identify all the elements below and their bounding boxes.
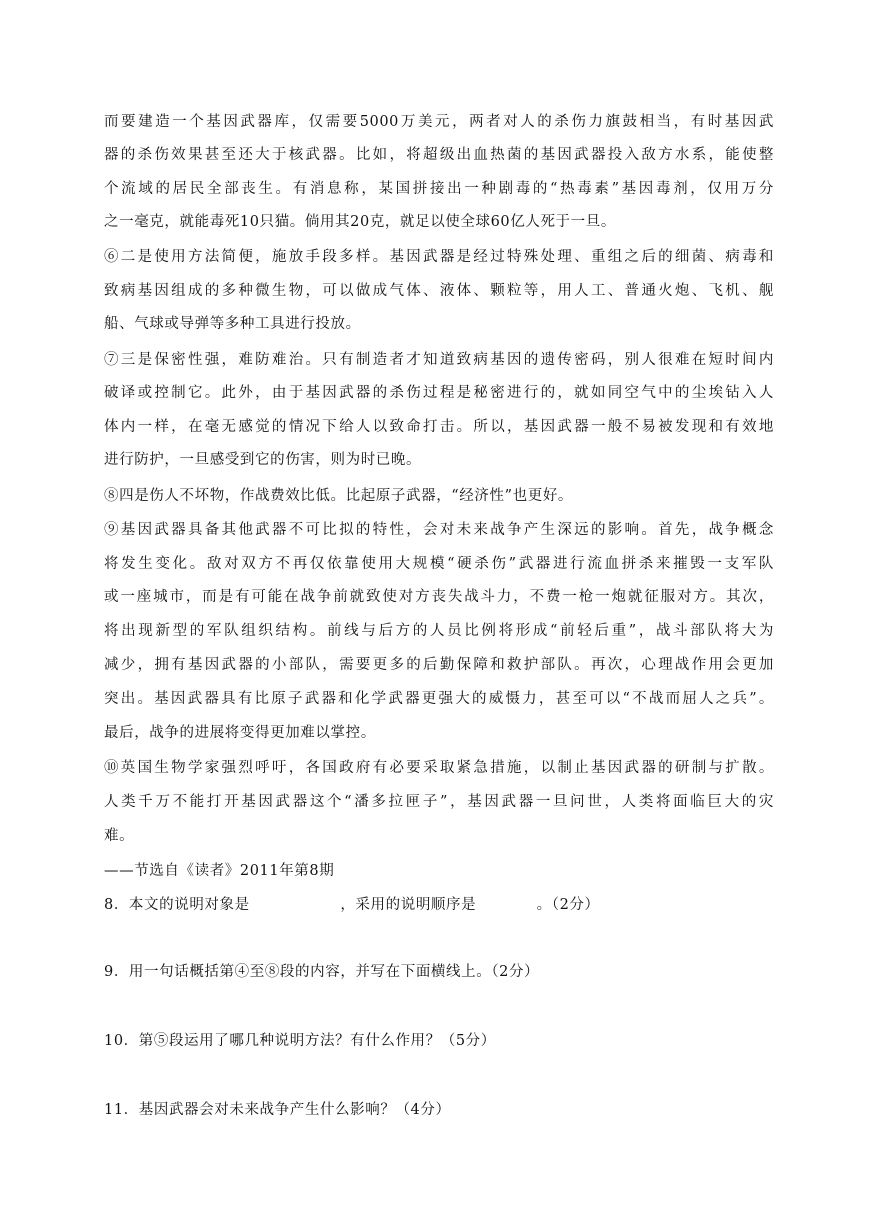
body-line: ⑧四是伤人不坏物，作战费效比低。比起原子武器，“经济性”也更好。 [104, 488, 574, 504]
question-8: 8．本文的说明对象是 ，采用的说明顺序是 。（2分） [104, 897, 600, 913]
body-line: 器的杀伤效果甚至还大于核武器。比如，将超级出血热菌的基因武器投入敌方水系，能使整 [104, 147, 774, 163]
body-line: 或一座城市，而是有可能在战争前就致使对方丧失战斗力，不费一枪一炮就征服对方。其次， [104, 589, 774, 605]
body-line: 将出现新型的军队组织结构。前线与后方的人员比例将形成“前轻后重”，战斗部队将大为 [104, 623, 774, 639]
body-line: ⑨基因武器具备其他武器不可比拟的特性，会对未来战争产生深远的影响。首先，战争概念 [104, 522, 774, 538]
body-line: 人类千万不能打开基因武器这个“潘多拉匣子”，基因武器一旦问世，人类将面临巨大的灾 [104, 794, 774, 810]
body-line: 突出。基因武器具有比原子武器和化学武器更强大的威慑力，甚至可以“不战而屈人之兵”。 [104, 691, 774, 707]
body-line: 最后，战争的进展将变得更加难以掌控。 [104, 725, 376, 741]
body-line: 致病基因组成的多种微生物，可以做成气体、液体、颗粒等，用人工、普通火炮、飞机、舰 [104, 283, 774, 299]
body-line: 体内一样，在毫无感觉的情况下给人以致命打击。所以，基因武器一般不易被发现和有效地 [104, 419, 774, 435]
question-9: 9．用一句话概括第④至⑧段的内容，并写在下面横线上。（2分） [104, 964, 540, 980]
question-10: 10．第⑤段运用了哪几种说明方法？有什么作用？（5分） [104, 1033, 496, 1049]
body-line: ⑦三是保密性强，难防难治。只有制造者才知道致病基因的遗传密码，别人很难在短时间内 [104, 352, 774, 368]
body-line: 之一毫克，就能毒死10只猫。倘用其20克，就足以使全球60亿人死于一旦。 [104, 214, 616, 230]
body-line: ⑥二是使用方法简便，施放手段多样。基因武器是经过特殊处理、重组之后的细菌、病毒和 [104, 249, 774, 265]
body-line: 而要建造一个基因武器库，仅需要5000万美元，两者对人的杀伤力旗鼓相当，有时基因武 [104, 114, 774, 130]
question-11: 11．基因武器会对未来战争产生什么影响？（4分） [104, 1102, 451, 1118]
body-line: 进行防护，一旦感受到它的伤害，则为时已晚。 [104, 452, 422, 468]
body-line: ⑩英国生物学家强烈呼吁，各国政府有必要采取紧急措施，以制止基因武器的研制与扩散。 [104, 760, 774, 776]
body-line: 船、气球或导弹等多种工具进行投放。 [104, 316, 361, 332]
body-line: 难。 [104, 828, 135, 844]
body-line: 破译或控制它。此外，由于基因武器的杀伤过程是秘密进行的，就如同空气中的尘埃钻入人 [104, 385, 774, 401]
body-line: 将发生变化。敌对双方不再仅依靠使用大规模“硬杀伤”武器进行流血拼杀来摧毁一支军队 [104, 556, 774, 572]
article-source: ——节选自《读者》2011年第8期 [104, 863, 335, 879]
body-line: 减少，拥有基因武器的小部队，需要更多的后勤保障和救护部队。再次，心理战作用会更加 [104, 657, 774, 673]
body-line: 个流域的居民全部丧生。有消息称，某国拼接出一种剧毒的“热毒素”基因毒剂，仅用万分 [104, 181, 774, 197]
